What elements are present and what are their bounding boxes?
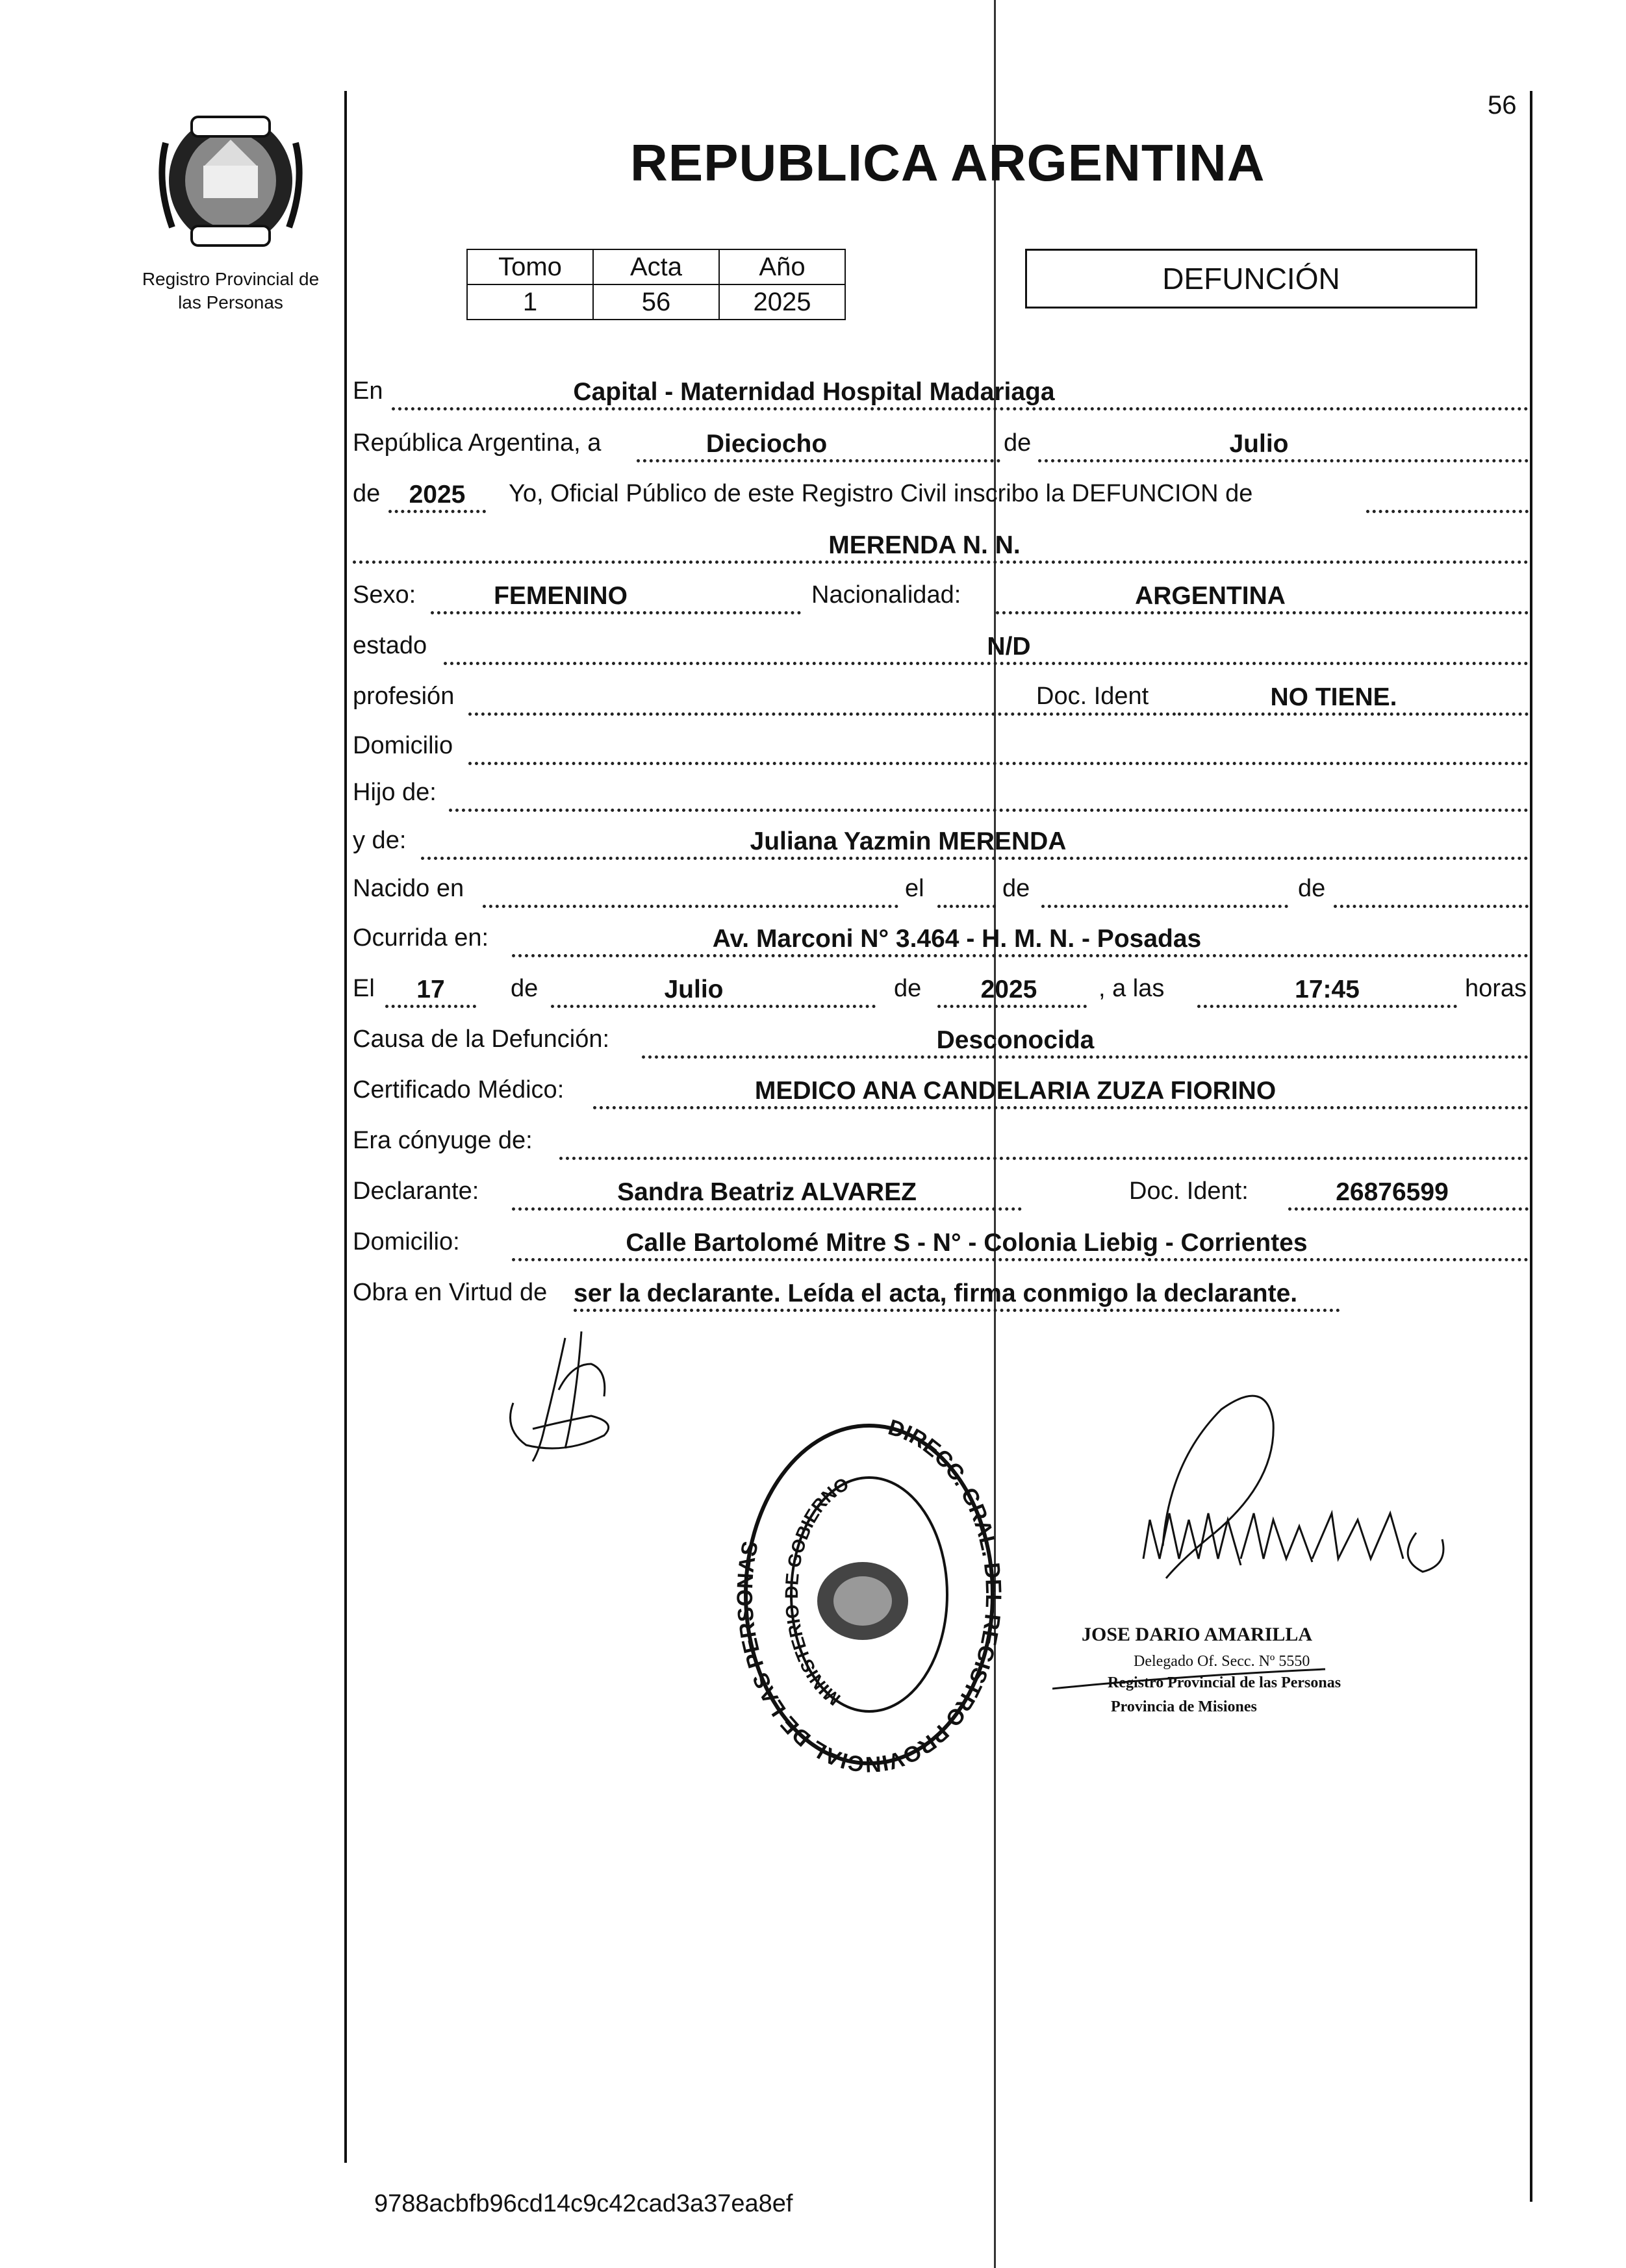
domicilio-fill: [468, 728, 1529, 765]
anio-inscripcion-value: 2025: [409, 481, 466, 509]
causa-value: Desconocida: [936, 1026, 1095, 1054]
nacido-mes-fill: [1041, 871, 1288, 908]
certificado-label: Certificado Médico:: [353, 1076, 565, 1103]
hijo-fill: [449, 775, 1529, 812]
yde-label: y de:: [353, 827, 407, 854]
obra-label: Obra en Virtud de: [353, 1279, 548, 1306]
sexo-value: FEMENINO: [494, 582, 628, 610]
official-name: JOSE DARIO AMARILLA: [1082, 1624, 1313, 1645]
mes-value: Julio: [1229, 430, 1289, 458]
row-profesion: [353, 677, 1529, 716]
fallec-mes-value: Julio: [664, 976, 724, 1003]
anio-header: Año: [719, 249, 845, 284]
conyuge-fill: [559, 1123, 1529, 1160]
row-fecha-inscripcion: [353, 423, 1529, 462]
document-type-box: DEFUNCIÓN: [1025, 249, 1477, 309]
page-number: 56: [1488, 91, 1517, 120]
nacido-de2-label: de: [1298, 875, 1326, 902]
certificado-value: MEDICO ANA CANDELARIA ZUZA FIORINO: [754, 1077, 1277, 1105]
dia-value: Dieciocho: [705, 430, 828, 458]
registry-label: [123, 268, 338, 314]
reference-table: [466, 249, 846, 320]
domicilio2-value: Calle Bartolomé Mitre S - N° - Colonia Liebig - Corrientes: [626, 1229, 1308, 1257]
acta-value: 56: [593, 284, 719, 320]
acta-header: Acta: [593, 249, 719, 284]
right-margin-rule: [1530, 91, 1532, 2202]
official-stamp: [733, 1413, 1006, 1780]
declarant-signature: [494, 1325, 624, 1471]
row-domicilio-declarante: [353, 1222, 1529, 1261]
nacionalidad-label: Nacionalidad:: [811, 581, 961, 609]
madre-value: Juliana Yazmin MERENDA: [750, 827, 1067, 855]
sexo-label: Sexo:: [353, 581, 416, 609]
row-inscribo: [353, 474, 1529, 513]
hijo-label: Hijo de:: [353, 779, 437, 806]
horas-label: horas: [1465, 975, 1527, 1002]
de-anio-label: de: [353, 480, 381, 507]
nacido-dia-fill: [937, 871, 996, 908]
en-value: Capital - Maternidad Hospital Madariaga: [573, 378, 1055, 406]
official-registry: Registro Provincial de las Personas: [1108, 1674, 1341, 1691]
hora-value: 17:45: [1295, 976, 1360, 1003]
el-label: El: [353, 975, 375, 1002]
document-hash: 9788acbfb96cd14c9c42cad3a37ea8ef: [374, 2190, 793, 2217]
nacido-label: Nacido en: [353, 875, 464, 902]
row-madre: [353, 821, 1529, 860]
nacido-lugar-fill: [483, 871, 898, 908]
declarante-doc-label: Doc. Ident:: [1129, 1178, 1249, 1205]
registry-label-line2: las Personas: [178, 292, 283, 312]
nacido-de1-label: de: [1002, 875, 1030, 902]
declarante-label: Declarante:: [353, 1178, 479, 1205]
inscribo-text: Yo, Oficial Público de este Registro Civil inscribo la DEFUNCION de: [509, 480, 1253, 507]
row-obra: [353, 1273, 1529, 1312]
row-certificado: [353, 1070, 1529, 1109]
page-title: REPUBLICA ARGENTINA: [630, 134, 1265, 192]
ocurrida-value: Av. Marconi N° 3.464 - H. M. N. - Posadas: [712, 925, 1202, 953]
row-ocurrida: [353, 918, 1529, 957]
left-margin-rule: [344, 91, 347, 2163]
profesion-label: profesión: [353, 683, 455, 710]
declarante-doc-value: 26876599: [1336, 1178, 1449, 1206]
causa-label: Causa de la Defunción:: [353, 1026, 610, 1053]
row-hijo: [353, 773, 1529, 812]
doc-ident-value: NO TIENE.: [1270, 683, 1397, 711]
row-conyuge: [353, 1121, 1529, 1160]
republica-label: República Argentina, a: [353, 429, 602, 457]
de-label: de: [1004, 429, 1032, 457]
fallec-anio-value: 2025: [980, 976, 1037, 1003]
a-las-label: , a las: [1099, 975, 1165, 1002]
domicilio-label: Domicilio: [353, 732, 453, 759]
nombre-value: MERENDA N. N.: [828, 531, 1021, 559]
doc-ident-label: Doc. Ident: [1036, 683, 1149, 710]
row-nacido: [353, 869, 1529, 908]
obra-value: ser la declarante. Leída el acta, firma conmigo la declarante.: [574, 1279, 1298, 1307]
province-seal-icon: [153, 104, 309, 253]
row-estado: [353, 626, 1529, 665]
en-label: En: [353, 377, 383, 405]
anio-value: 2025: [719, 284, 845, 320]
declarante-value: Sandra Beatriz ALVAREZ: [617, 1178, 917, 1206]
fallec-dia-value: 17: [416, 976, 445, 1003]
nacido-el-label: el: [905, 875, 924, 902]
fallec-de2-label: de: [894, 975, 922, 1002]
official-province: Provincia de Misiones: [1111, 1698, 1257, 1715]
conyuge-label: Era cónyuge de:: [353, 1127, 533, 1154]
tomo-value: 1: [467, 284, 593, 320]
official-title: Delegado Of. Secc. Nº 5550: [1134, 1653, 1310, 1670]
estado-label: estado: [353, 632, 427, 659]
fallec-de1-label: de: [511, 975, 539, 1002]
nacionalidad-value: ARGENTINA: [1135, 582, 1286, 610]
row-fecha-fallecimiento: [353, 969, 1529, 1008]
registry-label-line1: Registro Provincial de: [142, 269, 320, 289]
ocurrida-label: Ocurrida en:: [353, 924, 489, 951]
row-domicilio: [353, 726, 1529, 765]
row-causa: [353, 1020, 1529, 1059]
stamp-inner-text: MINISTERIO DE GOBIERNO: [781, 1473, 852, 1710]
row-declarante: [353, 1172, 1529, 1211]
row-lugar: [353, 372, 1529, 410]
domicilio2-label: Domicilio:: [353, 1228, 460, 1255]
estado-value: N/D: [987, 633, 1031, 661]
stamp-outer-text: DIRECC. GRAL. DEL REGISTRO PROVINCIAL DE LAS PERSONAS: [733, 1415, 1006, 1776]
row-nombre: [353, 525, 1529, 564]
tomo-header: Tomo: [467, 249, 593, 284]
inscribo-fill: [1366, 476, 1529, 513]
nacido-anio-fill: [1334, 871, 1529, 908]
row-sexo: [353, 575, 1529, 614]
